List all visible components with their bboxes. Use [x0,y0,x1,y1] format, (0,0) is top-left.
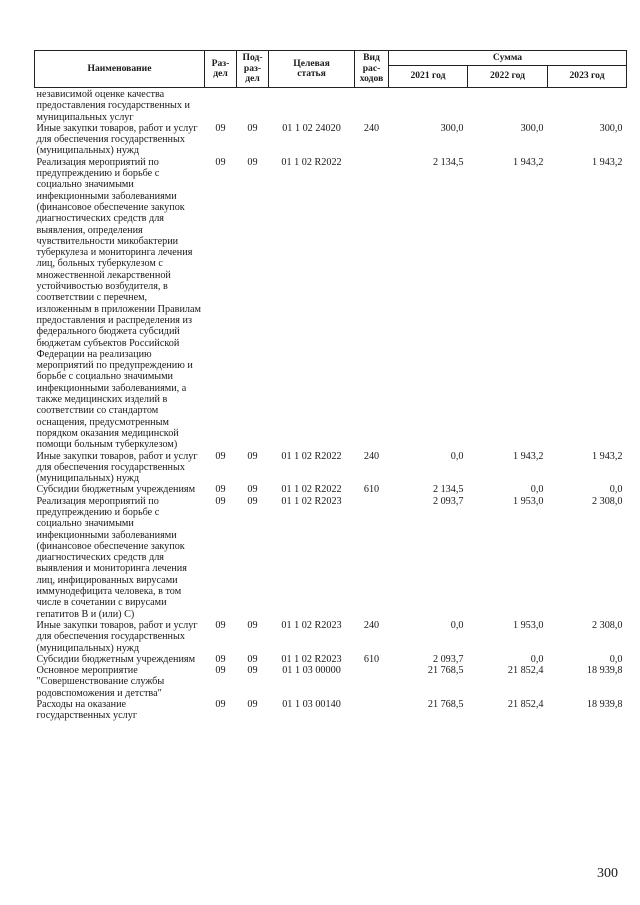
cell-celevaya: 01 1 03 00140 [282,699,341,711]
table-body [35,88,627,722]
cell-2021: 21 768,5 [427,699,464,711]
table-row [35,484,627,495]
cell-2022: 300,0 [520,122,544,134]
cell-celevaya: 01 1 02 24020 [282,122,341,134]
cell-2022 [468,88,548,123]
cell-name: Реализация мероприятий по предупреждению и борьбе с социально значимыми инфекционными заболеваниями (финансовое обеспечение закупок диагностических средств для выявления, определения чувствительности микобактерии туберкулеза и мониторинга лечения лиц, больных туберкулезом с множественной лекарственной устойчивостью возбудителя, в соответствии с перечнем, изложенным в приложении Правилам предоставления и распределения из федерального бюджета субсидий бюджетам субъектов Российской Федерации на реализацию мероприятий по предупреждению и борьбе с социально значимыми инфекционными заболеваниями, а также медицинских изделий в соответствии со стандартом оснащения, предусмотренным порядком оказания медицинской помощи больным туберкулезом) [36,156,201,451]
cell-2023: 18 939,8 [586,699,623,711]
header-vid: Вид рас- ходов [355,51,389,88]
cell-razdel: 09 [215,495,226,507]
cell-2021: 2 134,5 [432,156,464,168]
cell-celevaya: 01 1 02 R2022 [281,156,342,168]
cell-vid [355,157,389,451]
cell-razdel: 09 [215,450,226,462]
cell-celevaya: 01 1 03 00000 [282,665,341,677]
header-2021: 2021 год [389,66,468,88]
cell-2021: 0,0 [450,450,464,462]
header-name: Наименование [35,51,205,88]
cell-podrazdel: 09 [247,122,258,134]
cell-2021: 21 768,5 [427,665,464,677]
cell-celevaya: 01 1 02 R2023 [281,619,342,631]
cell-2021: 0,0 [450,619,464,631]
cell-name: Иные закупки товаров, работ и услуг для обеспечения государственных (муниципальных) нужд [36,619,198,654]
header-razdel: Раз- дел [205,51,237,88]
header-celevaya: Целевая статья [269,51,355,88]
cell-2023: 1 943,2 [591,156,623,168]
cell-razdel: 09 [215,653,226,665]
cell-name: Субсидии бюджетным учреждениям [36,653,196,665]
table-row [35,88,627,123]
header-2022: 2022 год [468,66,548,88]
cell-vid [355,665,389,699]
cell-razdel: 09 [215,484,226,496]
cell-2022: 1 953,0 [512,619,544,631]
table-row [35,123,627,157]
cell-2022: 0,0 [530,653,544,665]
cell-2022: 1 943,2 [512,450,544,462]
cell-razdel: 09 [215,665,226,677]
cell-celevaya: 01 1 02 R2022 [281,484,342,496]
cell-vid: 610 [363,484,380,496]
cell-2023: 2 308,0 [591,619,623,631]
budget-table [34,50,627,722]
cell-2023: 18 939,8 [586,665,623,677]
cell-2023: 0,0 [609,653,623,665]
cell-name: Иные закупки товаров, работ и услуг для обеспечения государственных (муниципальных) нужд [36,122,198,157]
cell-podrazdel: 09 [247,156,258,168]
table-row [35,665,627,699]
cell-name: независимой оценке качества предоставления государственных и муниципальных услуг [36,89,190,123]
cell-name: Иные закупки товаров, работ и услуг для обеспечения государственных (муниципальных) нужд [36,450,198,485]
cell-razdel: 09 [215,699,226,711]
cell-2022: 21 852,4 [507,665,544,677]
cell-2021: 2 093,7 [432,653,464,665]
cell-2023 [548,88,627,123]
cell-podrazdel: 09 [247,619,258,631]
cell-celevaya: 01 1 02 R2023 [281,653,342,665]
cell-celevaya: 01 1 02 R2022 [281,450,342,462]
cell-name: Субсидии бюджетным учреждениям [36,484,196,496]
cell-name: Расходы на оказание государственных услуг [36,699,138,722]
cell-2022: 0,0 [530,484,544,496]
cell-vid: 240 [363,450,380,462]
cell-podrazdel: 09 [247,495,258,507]
table-row [35,699,627,722]
cell-vid [355,88,389,123]
cell-razdel: 09 [215,122,226,134]
cell-razdel [205,88,237,123]
cell-2021: 2 093,7 [432,495,464,507]
table-row [35,654,627,665]
cell-celevaya [269,88,355,123]
cell-podrazdel: 09 [247,699,258,711]
cell-name: Основное мероприятие "Совершенствование службы родовспоможения и детства" [36,665,165,699]
table-row [35,620,627,654]
cell-vid [355,699,389,722]
cell-2022: 1 953,0 [512,495,544,507]
cell-vid: 240 [363,122,380,134]
cell-2021: 300,0 [440,122,464,134]
cell-podrazdel: 09 [247,450,258,462]
cell-razdel: 09 [215,619,226,631]
cell-2023: 300,0 [599,122,623,134]
cell-podrazdel: 09 [247,653,258,665]
cell-razdel: 09 [215,156,226,168]
table-row [35,496,627,620]
cell-podrazdel: 09 [247,484,258,496]
cell-2022: 1 943,2 [512,156,544,168]
cell-celevaya: 01 1 02 R2023 [281,495,342,507]
cell-2023: 0,0 [609,484,623,496]
table-row [35,157,627,451]
cell-2021 [389,88,468,123]
cell-2022: 21 852,4 [507,699,544,711]
page-number: 300 [597,866,618,881]
cell-vid: 240 [363,619,380,631]
cell-2023: 2 308,0 [591,495,623,507]
cell-name: Реализация мероприятий по предупреждению и борьбе с социально значимыми инфекционными заболеваниями (финансовое обеспечение закупок диагностических средств для выявления и мониторинга лечения лиц, инфицированных вирусами иммунодефицита человека, в том числе в сочетании с вирусами гепатитов B и (или) C) [36,495,187,620]
cell-podrazdel [237,88,269,123]
table-header [35,51,627,88]
header-podrazdel: Под- раз- дел [237,51,269,88]
cell-2021: 2 134,5 [432,484,464,496]
cell-2023: 1 943,2 [591,450,623,462]
cell-vid [355,496,389,620]
header-summa: Сумма [389,51,627,66]
cell-podrazdel: 09 [247,665,258,677]
header-2023: 2023 год [548,66,627,88]
cell-vid: 610 [363,653,380,665]
table-row [35,451,627,485]
